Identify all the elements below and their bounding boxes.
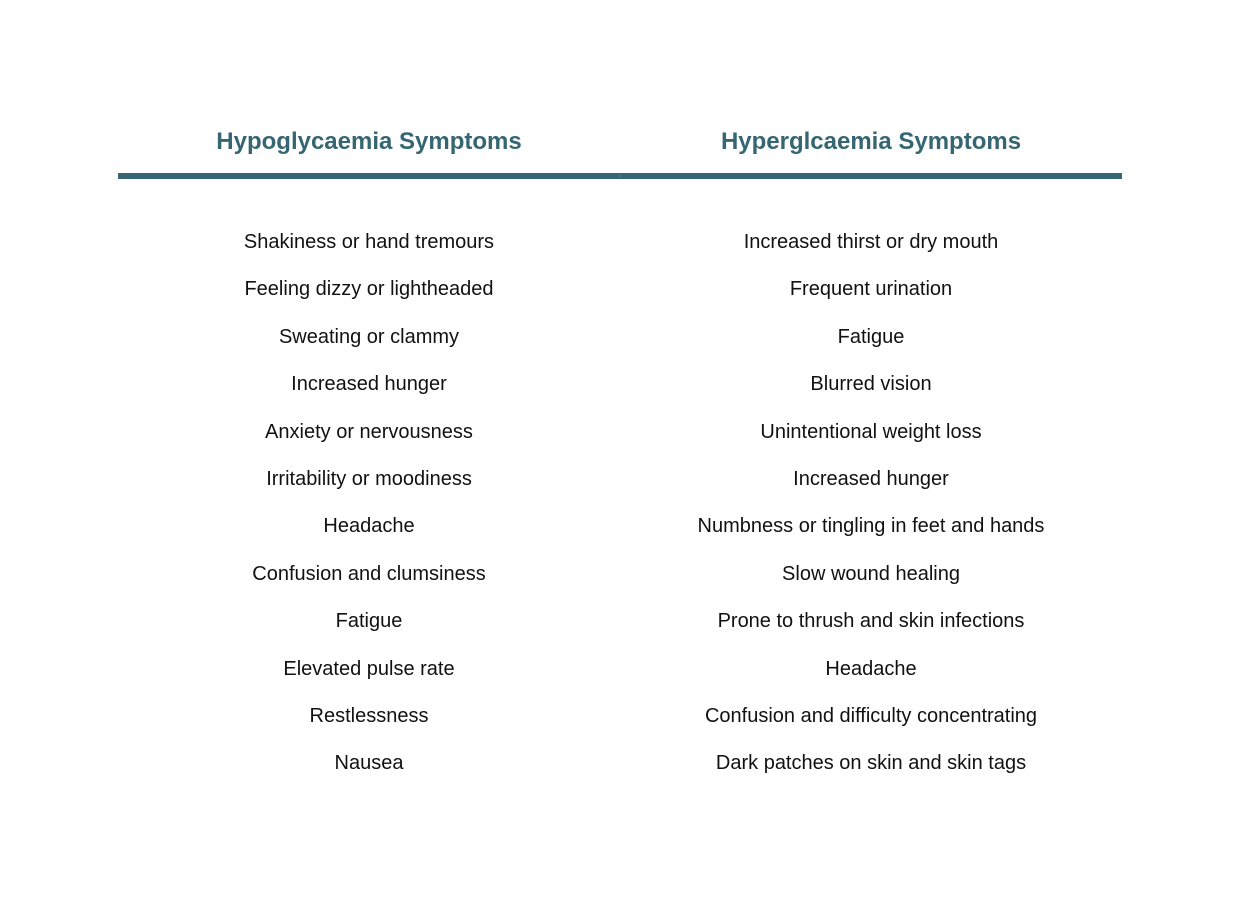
column-header: Hyperglcaemia Symptoms	[720, 128, 1022, 155]
list-item: Unintentional weight loss	[760, 420, 982, 443]
symptoms-table	[118, 0, 1122, 923]
symptom-list	[620, 226, 1122, 795]
column-header: Hypoglycaemia Symptoms	[216, 128, 522, 155]
list-item: Confusion and clumsiness	[252, 562, 486, 585]
list-item: Feeling dizzy or lightheaded	[244, 278, 494, 301]
list-item: Sweating or clammy	[278, 325, 460, 348]
list-item: Numbness or tingling in feet and hands	[697, 515, 1045, 538]
list-item: Fatigue	[837, 325, 905, 348]
list-item: Nausea	[334, 752, 404, 775]
column-hypoglycaemia	[118, 0, 620, 923]
list-item: Headache	[825, 657, 917, 680]
list-item: Irritability or moodiness	[266, 467, 472, 490]
list-item: Frequent urination	[789, 278, 953, 301]
column-hyperglycaemia	[620, 0, 1122, 923]
list-item: Prone to thrush and skin infections	[717, 610, 1025, 633]
list-item: Restlessness	[309, 704, 429, 727]
list-item: Fatigue	[335, 610, 403, 633]
list-item: Confusion and difficulty concentrating	[704, 704, 1038, 727]
list-item: Increased thirst or dry mouth	[743, 231, 999, 253]
list-item: Elevated pulse rate	[283, 657, 455, 680]
list-item: Blurred vision	[810, 373, 932, 396]
list-item: Dark patches on skin and skin tags	[715, 752, 1027, 775]
list-item: Anxiety or nervousness	[265, 420, 473, 443]
list-item: Increased hunger	[793, 467, 949, 490]
list-item: Shakiness or hand tremours	[243, 231, 495, 253]
list-item: Slow wound healing	[782, 562, 960, 585]
list-item: Headache	[323, 515, 415, 538]
list-item: Increased hunger	[291, 373, 447, 396]
symptom-list	[118, 226, 620, 795]
